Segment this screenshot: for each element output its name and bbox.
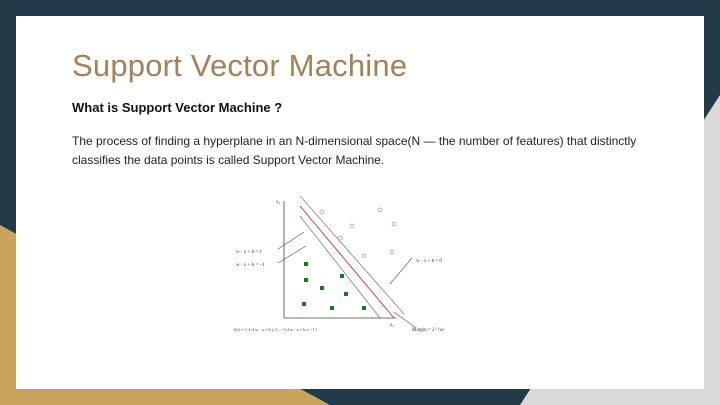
data-point <box>330 306 334 310</box>
data-point <box>304 278 308 282</box>
data-point <box>338 236 342 240</box>
callout-arrow <box>278 232 304 249</box>
equation-hyperplane: w · x + b = 0 <box>416 259 442 264</box>
hyperplane-line <box>300 206 394 318</box>
callout-arrow <box>278 246 306 263</box>
data-point <box>320 210 324 214</box>
data-point <box>304 262 308 266</box>
data-point <box>390 250 394 254</box>
data-point <box>344 292 348 296</box>
data-point <box>302 302 306 306</box>
equation-upper-margin: w · x + b = 1 <box>236 250 262 255</box>
class-b-points <box>320 208 396 258</box>
x-axis-label: x₁ <box>390 323 395 328</box>
margin-line-upper <box>300 216 380 318</box>
margin-formula: Margin = 2 / |w| <box>412 328 444 333</box>
decision-function: f(x) = { 1 if w · x + b ≥ 1 ; −1 if w · x + b ≤ −1 } <box>234 327 318 332</box>
data-point <box>378 208 382 212</box>
slide-title: Support Vector Machine <box>72 48 408 83</box>
equation-lower-margin: w · x + b = −1 <box>236 263 265 268</box>
svm-diagram <box>216 196 466 346</box>
data-point <box>362 254 366 258</box>
class-a-points <box>302 262 366 310</box>
y-axis-label: x₂ <box>276 200 281 205</box>
data-point <box>362 306 366 310</box>
callout-arrow <box>394 312 416 328</box>
data-point <box>340 274 344 278</box>
slide-subtitle: What is Support Vector Machine ? <box>72 100 283 115</box>
data-point <box>350 224 354 228</box>
callout-arrow <box>390 258 412 284</box>
margin-line-lower <box>300 196 404 314</box>
data-point <box>320 286 324 290</box>
slide-body-text: The process of finding a hyperplane in an N-dimensional space(N — the number of features) that distinctly classifies the data points is called Support Vector Machine. <box>72 134 637 167</box>
data-point <box>392 222 396 226</box>
slide-panel <box>16 16 704 389</box>
